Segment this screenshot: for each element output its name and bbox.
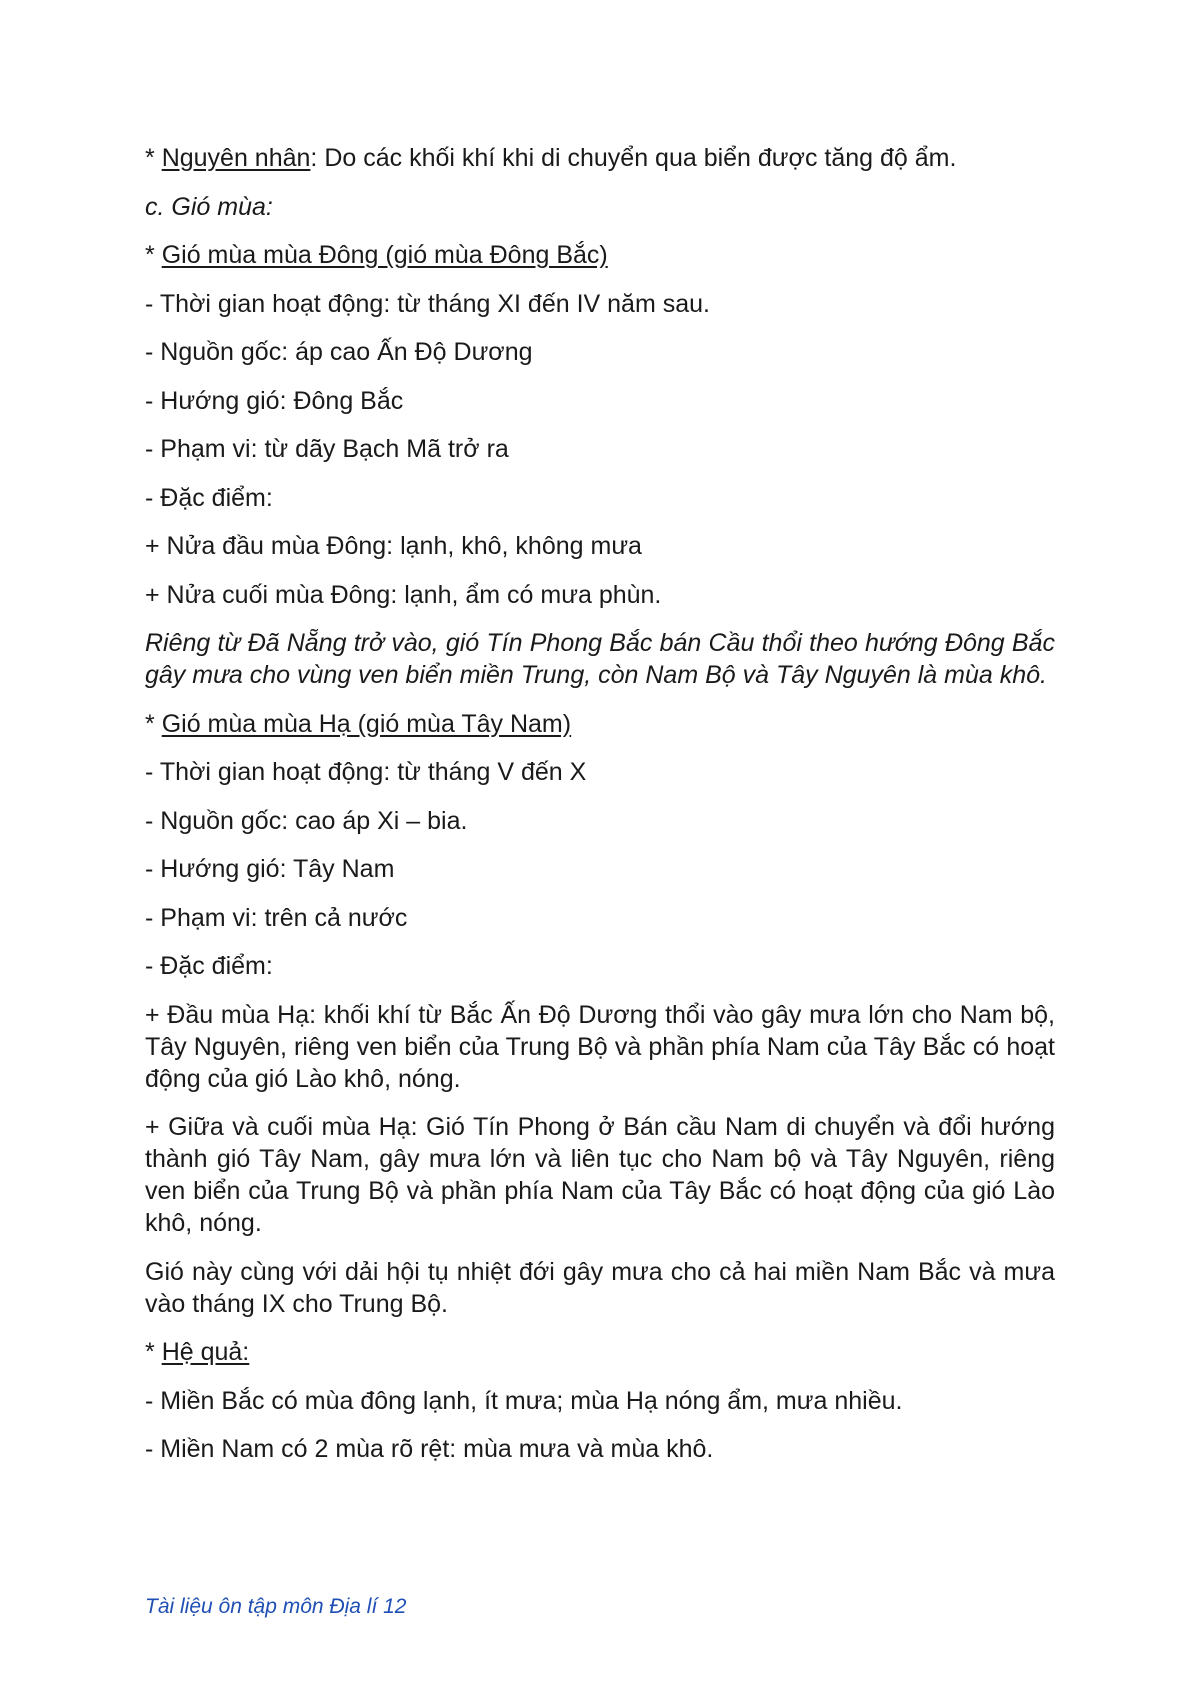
- section-heading: c. Gió mùa:: [145, 192, 273, 221]
- winter-monsoon-heading: [145, 239, 1055, 271]
- consequences-heading: [145, 1336, 1055, 1368]
- winter-note: Riêng từ Đã Nẵng trở vào, gió Tín Phong Bắc bán Cầu thổi theo hướng Đông Bắc gây mưa cho vùng ven biển miền Trung, còn Nam Bộ và Tây Nguyên là mùa khô.: [145, 629, 1055, 689]
- summer-features-label: - Đặc điểm:: [145, 952, 273, 980]
- winter-feature-2: + Nửa cuối mùa Đông: lạnh, ẩm có mưa phùn.: [145, 580, 662, 609]
- winter-feature-1: + Nửa đầu mùa Đông: lạnh, khô, không mưa: [145, 532, 642, 560]
- summer-feature-1: + Đầu mùa Hạ: khối khí từ Bắc Ấn Độ Dương thổi vào gây mưa lớn cho Nam bộ, Tây Nguyên, riêng ven biển của Trung Bộ và phần phía Nam của Tây Bắc có hoạt động của gió Lào khô, nóng.: [145, 1000, 1055, 1093]
- summer-time: - Thời gian hoạt động: từ tháng V đến X: [145, 758, 587, 786]
- summer-direction: - Hướng gió: Tây Nam: [145, 855, 395, 883]
- summer-scope: - Phạm vi: trên cả nước: [145, 903, 408, 932]
- winter-heading-text: Gió mùa mùa Đông (gió mùa Đông Bắc): [161, 241, 608, 269]
- summer-heading-text: Gió mùa mùa Hạ (gió mùa Tây Nam): [161, 709, 572, 738]
- summer-feature-2: + Giữa và cuối mùa Hạ: Gió Tín Phong ở Bán cầu Nam di chuyển và đổi hướng thành gió Tây Nam, gây mưa lớn và liên tục cho Nam bộ và Tây Nguyên, riêng ven biển của Trung Bộ và phần phía Nam của Tây Bắc có hoạt động của gió Lào khô, nóng.: [145, 1113, 1055, 1237]
- consequences-heading-text: Hệ quả:: [161, 1338, 250, 1366]
- winter-features-label: - Đặc điểm:: [145, 483, 273, 512]
- winter-heading-prefix: *: [145, 241, 162, 269]
- consequence-item-1: - Miền Bắc có mùa đông lạnh, ít mưa; mùa Hạ nóng ẩm, mưa nhiều.: [145, 1386, 903, 1415]
- winter-time: - Thời gian hoạt động: từ tháng XI đến IV năm sau.: [145, 289, 710, 318]
- winter-origin: - Nguồn gốc: áp cao Ấn Độ Dương: [145, 338, 533, 366]
- cause-text: : Do các khối khí khi di chuyển qua biển được tăng độ ẩm.: [310, 144, 957, 172]
- winter-direction: - Hướng gió: Đông Bắc: [145, 386, 404, 415]
- cause-prefix: *: [145, 144, 162, 172]
- consequences-prefix: *: [145, 1338, 162, 1366]
- summer-monsoon-heading: [145, 708, 1055, 740]
- page-footer: Tài liệu ôn tập môn Địa lí 12: [145, 1595, 407, 1618]
- winter-scope: - Phạm vi: từ dãy Bạch Mã trở ra: [145, 435, 509, 463]
- summer-heading-prefix: *: [145, 709, 162, 738]
- consequence-item-2: - Miền Nam có 2 mùa rõ rệt: mùa mưa và mùa khô.: [145, 1435, 714, 1463]
- document-body: [145, 142, 1055, 1482]
- cause-line: [145, 142, 1055, 174]
- summer-note: Gió này cùng với dải hội tụ nhiệt đới gây mưa cho cả hai miền Nam Bắc và mưa vào tháng IX cho Trung Bộ.: [145, 1257, 1055, 1318]
- summer-origin: - Nguồn gốc: cao áp Xi – bia.: [145, 806, 468, 835]
- cause-label: Nguyên nhân: [161, 144, 311, 172]
